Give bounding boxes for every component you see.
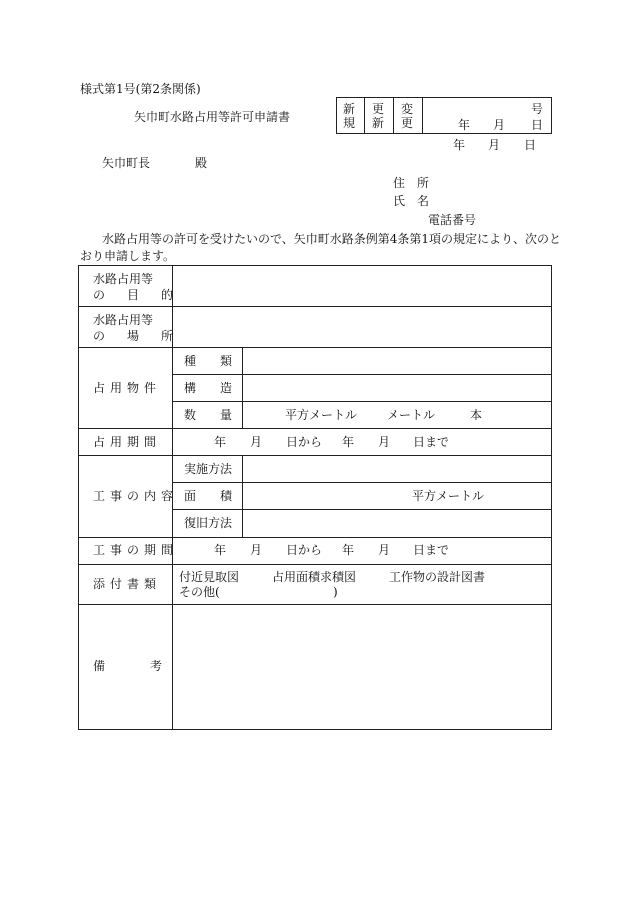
work-period-from-day: 日から [286,543,323,557]
addressee: 矢巾町長 [102,156,151,170]
label-work: 工事の内容 [93,489,179,503]
attachment-design-drawing: 工作物の設計図書 [389,570,486,584]
label-purpose-2: の 目 的 [93,288,179,302]
attachment-other-close: ) [333,585,338,599]
label-work-method: 実施方法 [184,462,233,476]
status-new-2: 規 [343,116,356,130]
status-date-year: 年 [458,118,471,132]
period-from-year: 年 [214,435,227,449]
unit-count: 本 [470,408,483,422]
work-period-to-month: 月 [378,543,391,557]
form-title: 矢巾町水路占用等許可申請書 [134,110,291,124]
label-location-1: 水路占用等 [93,313,154,327]
status-date-day: 日 [531,118,544,132]
period-to-day: 日まで [413,435,450,449]
label-attachments: 添付書類 [93,577,162,591]
label-objects: 占用物件 [93,381,162,395]
status-change-2: 更 [401,116,414,130]
status-renew-1: 更 [372,102,385,116]
label-period: 占用期間 [93,435,162,449]
status-new-1: 新 [343,102,356,116]
work-period-from-month: 月 [250,543,263,557]
unit-square-meter: 平方メートル [285,408,358,422]
status-date-month: 月 [493,118,506,132]
label-location-2: の 場 所 [93,329,179,343]
unit-meter: メートル [387,408,436,422]
work-period-to-day: 日まで [413,543,450,557]
attachment-other: その他( [179,585,220,599]
label-object-type: 種 類 [184,354,233,368]
label-purpose-1: 水路占用等 [93,272,154,286]
label-remarks-1: 備 [93,659,106,673]
work-period-to-year: 年 [342,543,355,557]
label-work-period: 工事の期間 [93,543,179,557]
period-from-month: 月 [250,435,263,449]
status-change-1: 変 [401,102,414,116]
form-number: 様式第1号(第2条関係) [80,82,201,96]
intro-line-2: おり申請します。 [80,249,176,263]
honorific: 殿 [195,156,208,170]
applicant-address-label: 住 所 [393,176,430,190]
period-from-day: 日から [286,435,323,449]
label-object-structure: 構 造 [184,381,233,395]
label-work-area: 面 積 [184,489,233,503]
intro-line-1: 水路占用等の許可を受けたいので、矢巾町水路条例第4条第1項の規定により、次のと [102,232,562,246]
work-area-unit: 平方メートル [412,489,485,503]
period-to-year: 年 [342,435,355,449]
status-number-label: 号 [531,102,544,116]
applicant-phone-label: 電話番号 [428,213,477,227]
attachment-location-map: 付近見取図 [179,570,240,584]
label-remarks-2: 考 [150,659,163,673]
status-renew-2: 新 [372,116,385,130]
attachment-area-calc: 占用面積求積図 [272,570,357,584]
work-period-from-year: 年 [214,543,227,557]
period-to-month: 月 [378,435,391,449]
app-date-day: 日 [524,138,537,152]
app-date-month: 月 [488,138,501,152]
label-object-quantity: 数 量 [184,408,233,422]
label-work-restore: 復旧方法 [184,516,233,530]
applicant-name-label: 氏 名 [393,194,430,208]
app-date-year: 年 [453,138,466,152]
